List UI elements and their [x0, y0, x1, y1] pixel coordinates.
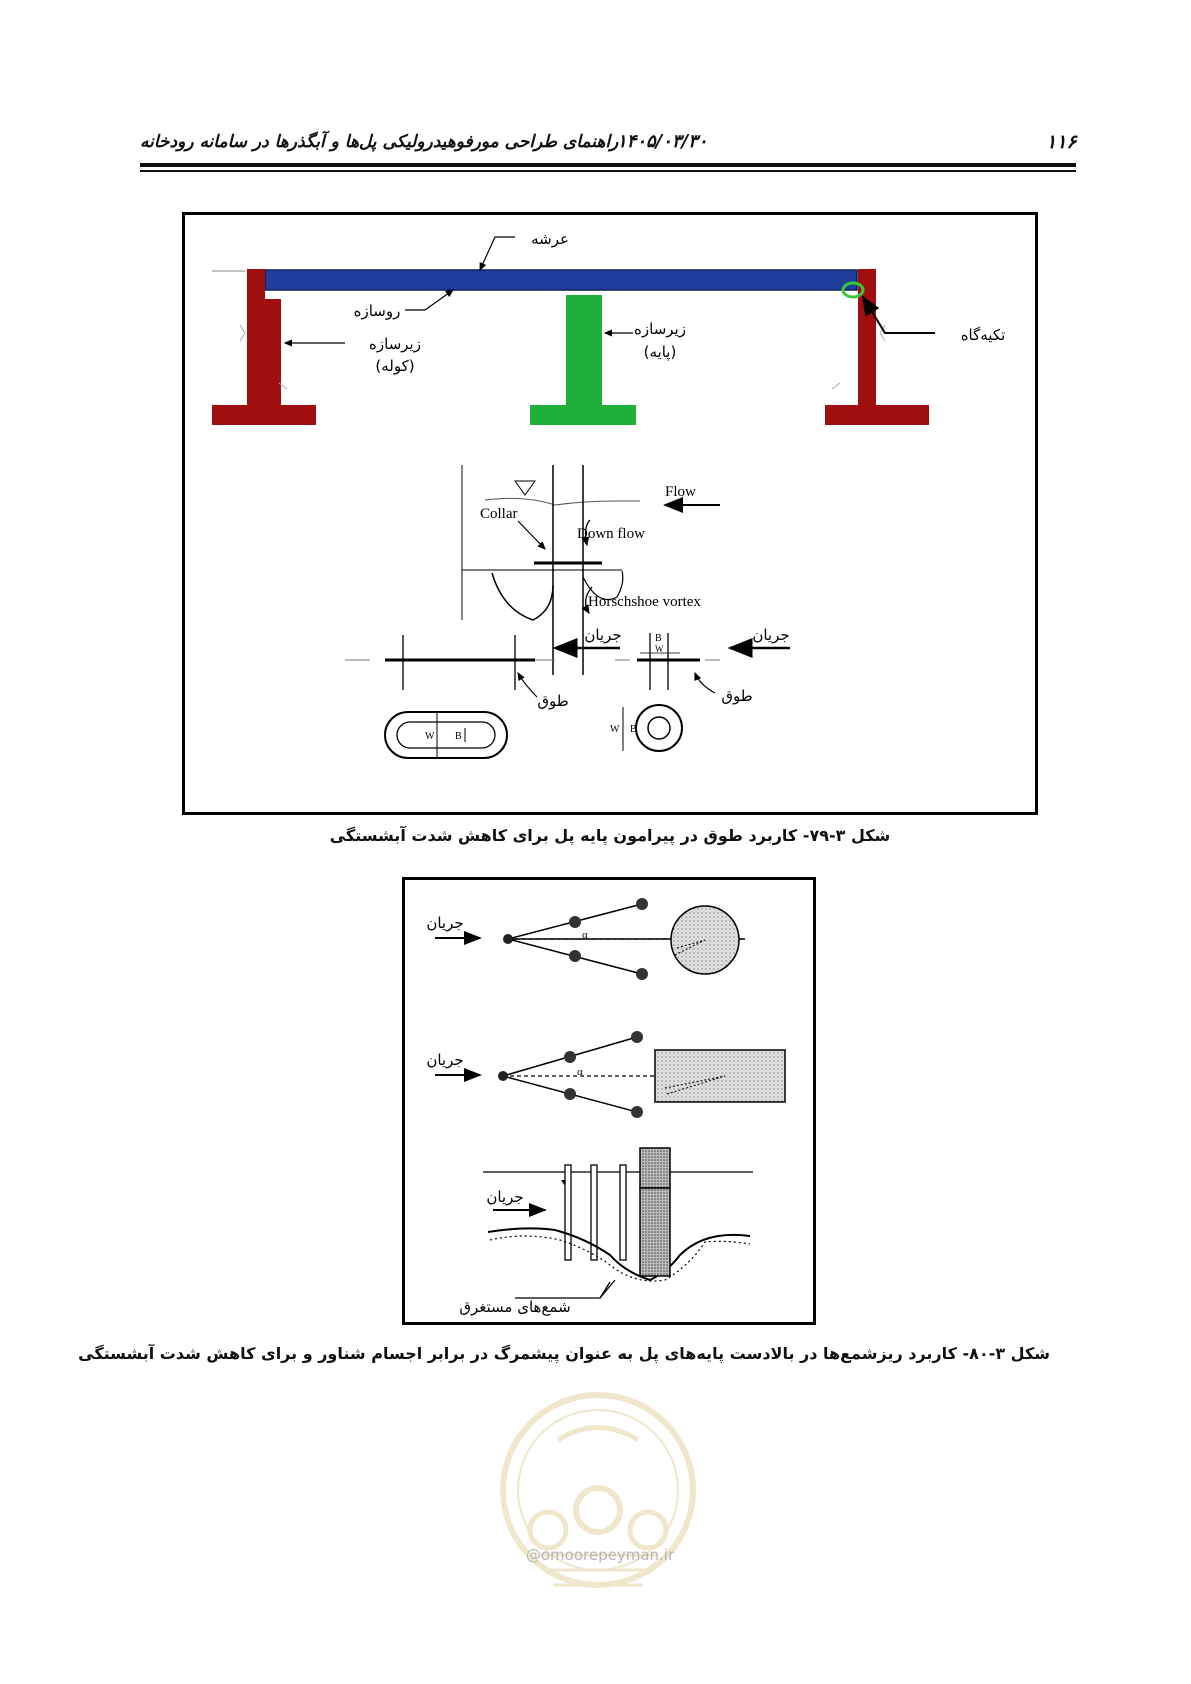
- label-w-left: W: [425, 731, 435, 742]
- header-title: راهنمای طراحی مورفوهیدرولیکی پل‌ها و آبگذرها در سامانه رودخانه: [140, 132, 619, 152]
- header-rule-thin: [140, 170, 1076, 172]
- submerged-vanes-elevation: [459, 1148, 753, 1316]
- figure-79-frame: [182, 212, 1038, 815]
- page-number: ۱۱۶: [1046, 131, 1077, 153]
- bridge-deck: [265, 270, 857, 290]
- figure-80-frame: [402, 877, 816, 1325]
- label-collar-right: طوق: [721, 687, 753, 705]
- label-pier-1: زیرسازه: [634, 320, 686, 338]
- label-w-elev: W: [655, 644, 664, 654]
- watermark-text: @omoorepeyman.ir: [525, 1546, 675, 1564]
- label-flow-3: جریان: [486, 1188, 524, 1206]
- left-abutment: [212, 269, 316, 425]
- label-down-flow: Down flow: [577, 526, 645, 542]
- header-rule: [140, 163, 1076, 167]
- bridge-diagram: [212, 230, 1005, 425]
- collar-diagram-circular: [610, 626, 790, 751]
- figure-80-caption: شکل ۳-۸۰- کاربرد ریزشمع‌ها در بالادست پایه‌های پل به عنوان پیشمرگ در برابر اجسام شناور و برای کاهش شدت آبشستگی: [78, 1344, 1050, 1363]
- label-b-right: B: [630, 724, 637, 735]
- label-submerged-vanes: شمع‌های مستغرق: [459, 1298, 571, 1316]
- label-w-right: W: [610, 724, 620, 735]
- figure-80-drawing: [405, 880, 813, 1322]
- label-pier-2: (پایه): [643, 343, 677, 361]
- vane-array-rectangular: [426, 1031, 785, 1118]
- label-bearing: تکیه‌گاه: [960, 326, 1006, 344]
- label-alpha-2: α: [577, 1066, 583, 1078]
- label-vortex: Horschshoe vortex: [588, 594, 701, 610]
- label-flow-en: Flow: [665, 484, 696, 500]
- label-deck: عرشه: [531, 230, 569, 248]
- middle-pier: [530, 295, 636, 425]
- label-collar-en: Collar: [480, 506, 518, 522]
- right-abutment: [825, 269, 929, 425]
- label-flow-1: جریان: [426, 914, 464, 932]
- label-abutment-1: زیرسازه: [369, 335, 421, 353]
- label-b-left: B: [455, 731, 462, 742]
- label-collar-left: طوق: [537, 692, 569, 710]
- label-alpha-1: α: [582, 929, 588, 941]
- header-date: ۱۴۰۵/۰۳/۳۰: [617, 131, 708, 152]
- label-b-elev: B: [655, 633, 662, 644]
- label-flow-2: جریان: [426, 1051, 464, 1069]
- label-flow-right: جریان: [752, 626, 790, 644]
- label-superstructure: روسازه: [353, 302, 401, 320]
- figure-79-drawing: [185, 215, 1035, 812]
- watermark-logo: [488, 1380, 708, 1630]
- label-flow-left: جریان: [584, 626, 622, 644]
- figure-79-caption: شکل ۳-۷۹- کاربرد طوق در پیرامون پایه پل برای کاهش شدت آبشستگی: [329, 826, 891, 845]
- collar-diagram-rectangular: [345, 626, 622, 758]
- label-abutment-2: (کوله): [375, 357, 415, 375]
- vane-array-circular: [426, 898, 745, 980]
